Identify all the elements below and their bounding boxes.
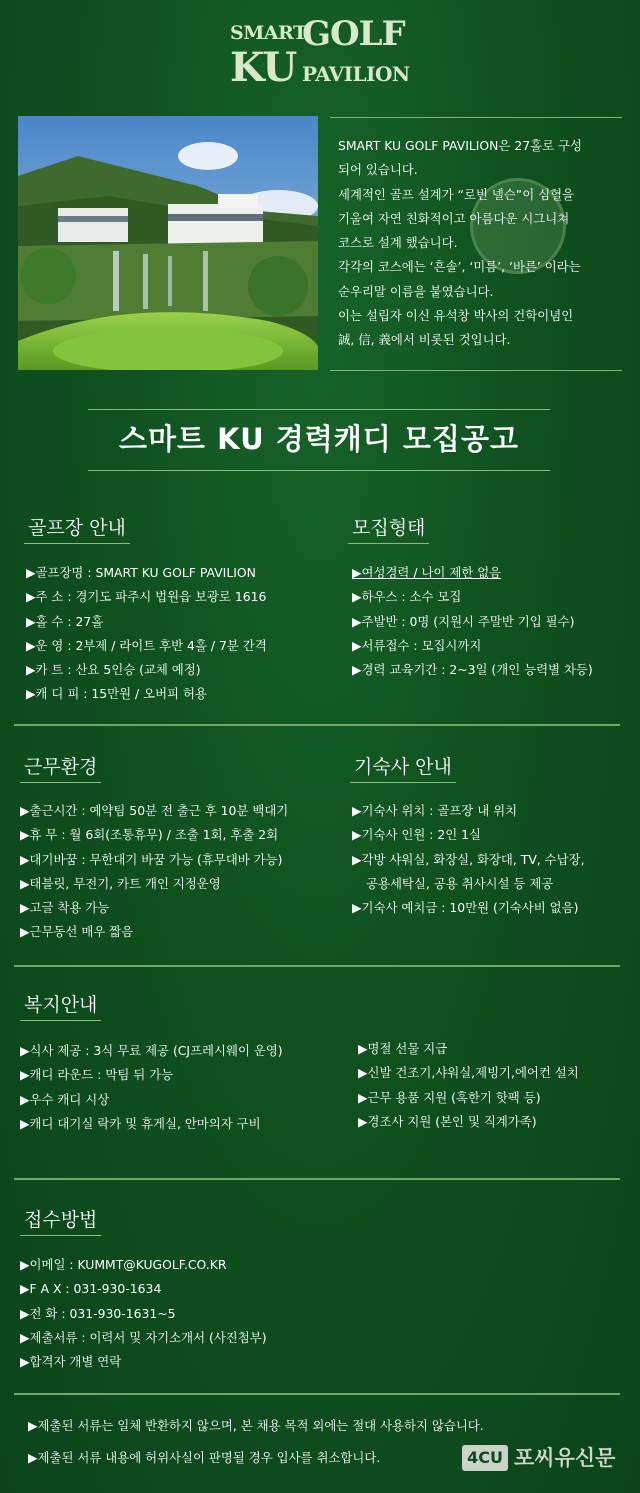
- list-item: ▶캐디 라운드 : 막팀 뒤 가능: [20, 1067, 174, 1083]
- list-item: ▶기숙사 인원 : 2인 1실: [352, 827, 482, 843]
- intro-text: [338, 134, 628, 353]
- list-item: ▶전 화 : 031-930-1631~5: [20, 1305, 176, 1321]
- clubhouse-illustration: [18, 116, 318, 370]
- list-item: ▶운 영 : 2부제 / 라이트 후반 4홀 / 7분 간격: [26, 637, 267, 653]
- list-item: ▶경조사 지원 (본인 및 직계가족): [358, 1113, 537, 1129]
- section-divider: [14, 724, 620, 726]
- list-item: ▶근무 용품 지원 (혹한기 핫팩 등): [358, 1089, 541, 1105]
- logo-pavilion: PAVILION: [302, 62, 410, 86]
- apply-list: [20, 1253, 267, 1374]
- intro-line: 세계적인 골프 설계가 “로빈 넬슨”이 심혈을: [338, 186, 575, 202]
- list-item: ▶서류접수 : 모집시까지: [352, 637, 482, 653]
- list-item: 공용세탁실, 공용 취사시설 등 제공: [366, 875, 554, 891]
- list-item: ▶근무동선 매우 짧음: [20, 924, 134, 940]
- list-item: ▶고글 착용 가능: [20, 900, 110, 916]
- page-title: 스마트 KU 경력캐디 모집공고: [119, 422, 519, 456]
- intro-line: 코스로 설계 했습니다.: [338, 235, 458, 251]
- intro-line: 되어 있습니다.: [338, 162, 418, 178]
- welfare-left-list: [20, 1039, 283, 1136]
- intro-line: 기울여 자연 친화적이고 아름다운 시그니쳐: [338, 210, 570, 226]
- work-env-list: [20, 799, 288, 945]
- notice-line: ▶제출된 서류는 일체 반환하지 않으며, 본 채용 목적 외에는 절대 사용하지 않습니다.: [28, 1418, 484, 1433]
- list-item: ▶골프장명 : SMART KU GOLF PAVILION: [26, 565, 256, 580]
- recruit-list: [352, 561, 593, 682]
- list-item: ▶이메일 : KUMMT@KUGOLF.CO.KR: [20, 1257, 227, 1272]
- welfare-right-list: [358, 1037, 579, 1134]
- list-item: ▶기숙사 예치금 : 10만원 (기숙사비 없음): [352, 900, 579, 916]
- intro-line: 각각의 코스에는 ‘흔솔’, ‘미름’, ‘바른’ 이라는: [338, 259, 581, 275]
- list-item: ▶기숙사 위치 : 골프장 내 위치: [352, 803, 518, 818]
- page-title-box: [88, 409, 550, 471]
- apply-heading: 접수방법: [20, 1205, 101, 1236]
- list-item: ▶카 트 : 산요 5인승 (교체 예정): [26, 662, 201, 678]
- intro-line: 誠, 信, 義에서 비롯된 것입니다.: [338, 332, 511, 348]
- publisher-name: 포씨유신문: [514, 1446, 616, 1470]
- list-item: ▶합격자 개별 연락: [20, 1354, 122, 1370]
- list-item: ▶태블릿, 무전기, 카트 개인 지정운영: [20, 875, 221, 891]
- logo-ku: KU: [230, 44, 297, 91]
- list-item: ▶F A X : 031-930-1634: [20, 1281, 162, 1297]
- list-item: ▶대기바꿈 : 무한대기 바꿈 가능 (휴무대바 가능): [20, 851, 283, 867]
- clubhouse-photo: [18, 116, 318, 370]
- section-divider: [14, 1393, 620, 1395]
- golf-info-list: [26, 561, 267, 707]
- intro-line: 이는 설립자 이신 유석창 박사의 건학이념인: [338, 308, 574, 324]
- list-item: ▶경력 교육기간 : 2~3일 (개인 능력별 차등): [352, 662, 593, 678]
- intro-line: SMART KU GOLF PAVILION은 27홀로 구성: [338, 138, 582, 153]
- recruit-heading: 모집형태: [348, 513, 429, 544]
- section-divider: [14, 965, 620, 967]
- list-item: ▶휴 무 : 월 6회(조통휴무) / 조출 1회, 후출 2회: [20, 827, 279, 843]
- list-item: ▶제출서류 : 이력서 및 자기소개서 (사진첨부): [20, 1329, 267, 1345]
- list-item: ▶출근시간 : 예약팀 50분 전 출근 후 10분 백대기: [20, 803, 289, 818]
- list-item: ▶캐 디 피 : 15만원 / 오버피 허용: [26, 686, 207, 702]
- list-item: ▶각방 샤워실, 화장실, 화장대, TV, 수납장,: [352, 851, 585, 867]
- dorm-list: [352, 799, 585, 920]
- intro-top-rule: [330, 117, 622, 118]
- list-item: ▶우수 캐디 시상: [20, 1091, 110, 1107]
- work-env-heading: 근무환경: [20, 752, 101, 783]
- publisher-watermark: [462, 1441, 626, 1475]
- list-item: ▶주 소 : 경기도 파주시 법원읍 보광로 1616: [26, 589, 267, 605]
- list-item: ▶신발 건조기,샤워실,제빙기,에어컨 설치: [358, 1065, 579, 1081]
- list-item: ▶주발반 : 0명 (지원시 주말반 기입 필수): [352, 613, 575, 629]
- welfare-heading: 복지안내: [20, 990, 101, 1021]
- list-item: ▶식사 제공 : 3식 무료 제공 (CJ프레시웨이 운영): [20, 1043, 283, 1058]
- dorm-heading: 기숙사 안내: [350, 752, 456, 783]
- brand-logo: [0, 14, 640, 90]
- list-item: ▶하우스 : 소수 모집: [352, 589, 462, 605]
- intro-line: 순우리말 이름을 붙였습니다.: [338, 283, 494, 299]
- logo-smart: SMART: [230, 22, 307, 44]
- list-item: ▶명절 선물 지급: [358, 1041, 448, 1056]
- notice-line: ▶제출된 서류 내용에 허위사실이 판명될 경우 입사를 취소합니다.: [28, 1450, 381, 1465]
- list-item: ▶홀 수 : 27홀: [26, 613, 104, 629]
- list-item: ▶캐디 대기실 락카 및 휴게실, 안마의자 구비: [20, 1115, 261, 1131]
- list-item: ▶여성경력 / 나이 제한 없음: [352, 565, 502, 580]
- golf-info-heading: 골프장 안내: [24, 513, 130, 544]
- intro-bottom-rule: [330, 370, 622, 371]
- section-divider: [14, 1178, 620, 1180]
- publisher-mark: 4CU: [462, 1445, 508, 1471]
- logo-golf: GOLF: [302, 14, 405, 54]
